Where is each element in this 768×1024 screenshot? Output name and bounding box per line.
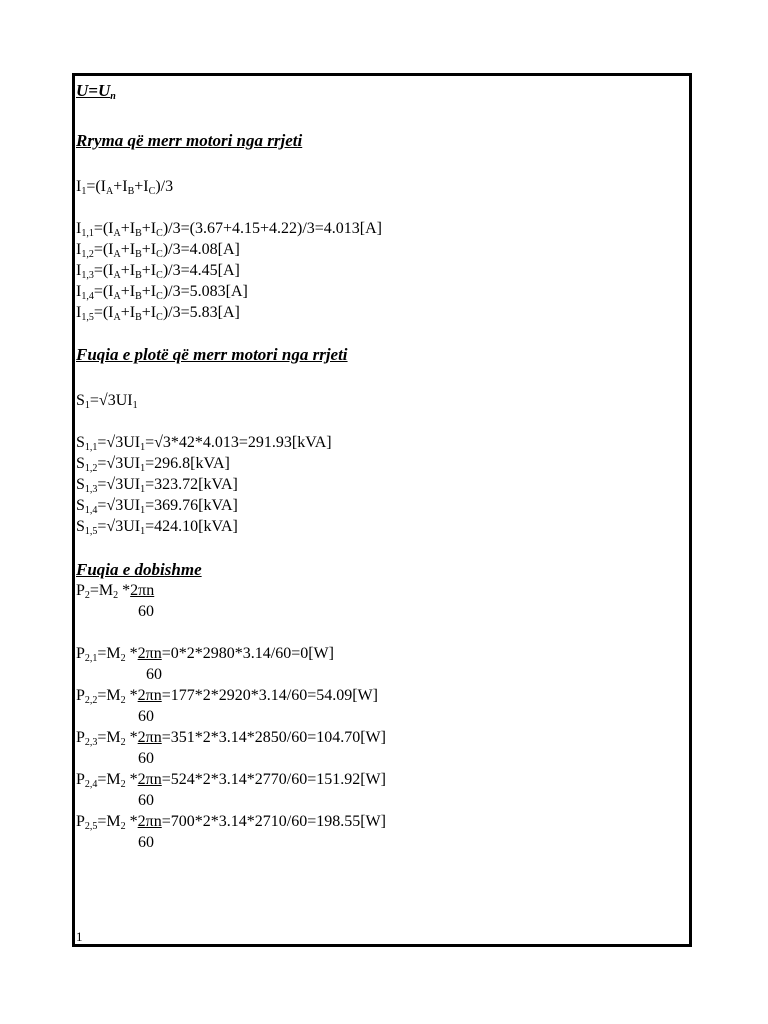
power-row: $S_{1,4}=√3UI_1=369.76[kVA]$: [76, 497, 238, 516]
power-row: $S_{1,1}=√3UI_1=√3*42*4.013=291.93[kVA]$: [76, 434, 332, 453]
current-row: $I_{1,5}=(I_A+I_B+I_C)/3=5.83[A]$: [76, 304, 240, 323]
useful-row-denominator: 60: [138, 792, 154, 809]
section-useful-title: Fuqia e dobishme: [76, 560, 202, 579]
section-power-title: Fuqia e plotë që merr motori nga rrjeti: [76, 345, 348, 364]
useful-row: $P_{2,5}=M_2$ *2πn=700*2*3.14*2710/60=198.55[W]: [76, 813, 386, 832]
current-row: $I_{1,4}=(I_A+I_B+I_C)/3=5.083[A]$: [76, 283, 248, 302]
power-formula: $S_1=√3UI_1$: [76, 392, 138, 411]
current-row: $I_{1,3}=(I_A+I_B+I_C)/3=4.45[A]$: [76, 262, 240, 281]
power-row: $S_{1,2}=√3UI_1=296.8[kVA]$: [76, 455, 230, 474]
current-formula: $I_1=(I_A+I_B+I_C)/3$: [76, 178, 174, 197]
current-row: $I_{1,1}=(I_A+I_B+I_C)/3=(3.67+4.15+4.22)/3=4.013[A]$: [76, 220, 382, 239]
useful-row: $P_{2,1}=M_2$ *2πn=0*2*2980*3.14/60=0[W]: [76, 645, 334, 664]
useful-row: $P_{2,4}=M_2$ *2πn=524*2*3.14*2770/60=151.92[W]: [76, 771, 386, 790]
page-number: 1: [76, 929, 83, 944]
section-current-title: Rryma që merr motori nga rrjeti: [76, 131, 303, 150]
useful-row-denominator: 60: [138, 708, 154, 725]
useful-row-denominator: 60: [138, 750, 154, 767]
useful-row: $P_{2,2}=M_2$ *2πn=177*2*2920*3.14/60=54.09[W]: [76, 687, 378, 706]
heading-main: $U=U_n$: [76, 81, 116, 102]
power-row: $S_{1,5}=√3UI_1=424.10[kVA]$: [76, 518, 238, 537]
useful-formula-denominator: 60: [138, 603, 154, 620]
current-row: $I_{1,2}=(I_A+I_B+I_C)/3=4.08[A]$: [76, 241, 240, 260]
useful-row-denominator: 60: [146, 666, 162, 683]
power-row: $S_{1,3}=√3UI_1=323.72[kVA]$: [76, 476, 238, 495]
useful-row-denominator: 60: [138, 834, 154, 851]
useful-formula: $P_2=M_2$ *2πn: [76, 582, 155, 601]
useful-row: $P_{2,3}=M_2$ *2πn=351*2*3.14*2850/60=104.70[W]: [76, 729, 386, 748]
